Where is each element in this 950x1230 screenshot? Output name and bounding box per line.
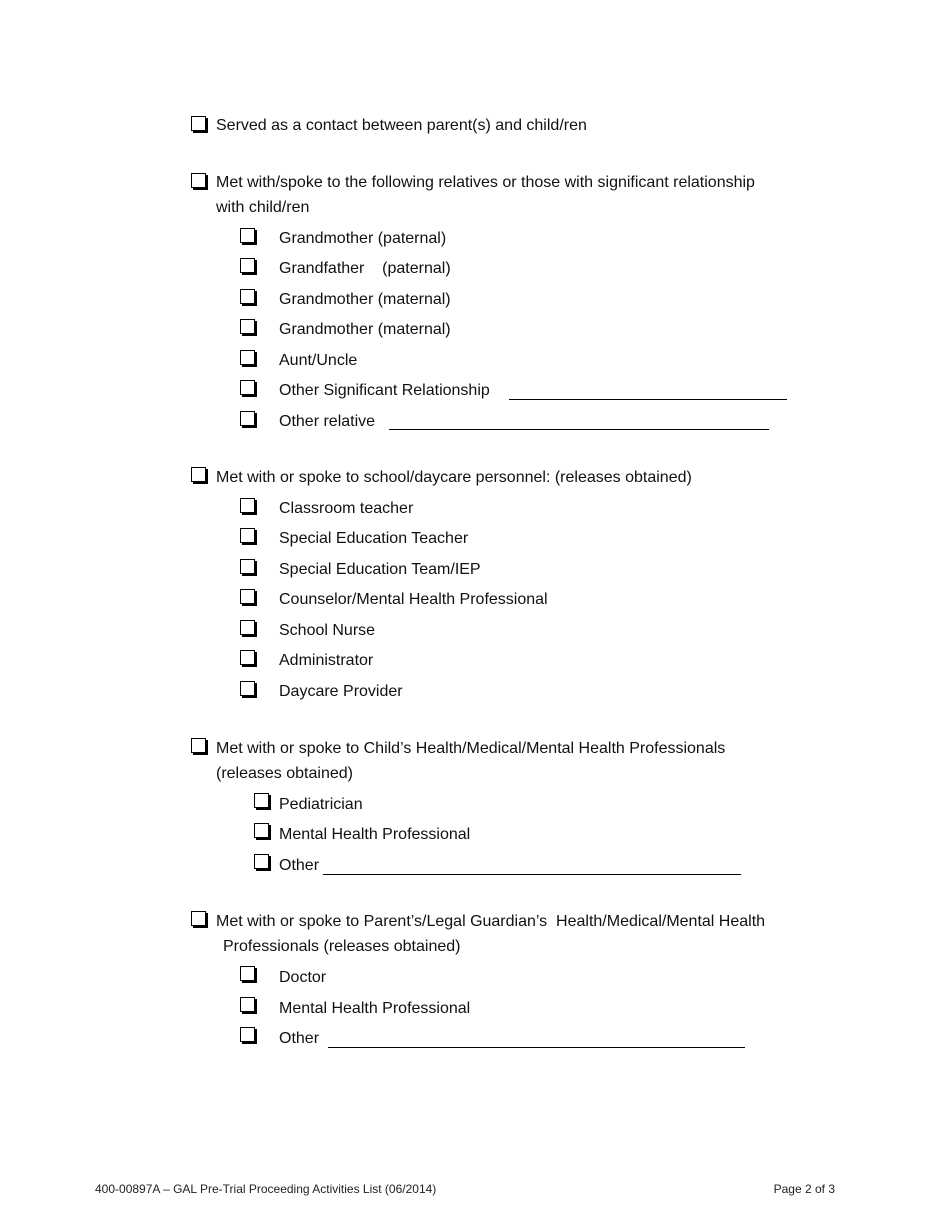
checkbox-child-mental-health-professional[interactable] [254,823,269,838]
grandmother-maternal-label-1: Grandmother (maternal) [279,291,451,308]
met-school-personnel-label: Met with or spoke to school/daycare personnel: (releases obtained) [216,469,692,486]
met-child-health-label-line2: (releases obtained) [216,765,353,782]
checkbox-parent-other[interactable] [240,1027,255,1042]
checkbox-other-significant-relationship[interactable] [240,380,255,395]
special-education-teacher-label: Special Education Teacher [279,530,469,547]
checkbox-school-nurse[interactable] [240,620,255,635]
checkbox-other-relative[interactable] [240,411,255,426]
checkbox-grandmother-maternal-1[interactable] [240,289,255,304]
parent-mental-health-professional-label: Mental Health Professional [279,1000,471,1017]
checkbox-pediatrician[interactable] [254,793,269,808]
other-relative-label: Other relative [279,413,376,430]
classroom-teacher-label: Classroom teacher [279,500,414,517]
met-parent-health-label-line2: Professionals (releases obtained) [223,938,461,955]
checkbox-parent-mental-health-professional[interactable] [240,997,255,1012]
other-relative-blank[interactable] [389,415,769,430]
other-significant-relationship-label: Other Significant Relationship [279,382,490,399]
checkbox-administrator[interactable] [240,650,255,665]
other-significant-relationship-blank[interactable] [509,385,787,400]
grandmother-maternal-label-2: Grandmother (maternal) [279,321,451,338]
served-as-contact-label: Served as a contact between parent(s) and child/ren [216,117,587,134]
checkbox-classroom-teacher[interactable] [240,498,255,513]
checkbox-met-child-health-professionals[interactable] [191,738,206,753]
checkbox-special-education-teacher[interactable] [240,528,255,543]
met-child-health-label-line1: Met with or spoke to Child’s Health/Medical/Mental Health Professionals [216,740,726,757]
child-other-label: Other [279,857,320,874]
child-other-blank[interactable] [323,860,741,875]
checkbox-aunt-uncle[interactable] [240,350,255,365]
footer-page-number: Page 2 of 3 [773,1182,835,1196]
footer-form-id: 400-00897A – GAL Pre-Trial Proceeding Activities List (06/2014) [95,1182,437,1196]
pediatrician-label: Pediatrician [279,796,363,813]
school-nurse-label: School Nurse [279,622,376,639]
child-mental-health-professional-label: Mental Health Professional [279,826,471,843]
checkbox-met-school-personnel[interactable] [191,467,206,482]
counselor-label: Counselor/Mental Health Professional [279,591,548,608]
checkbox-special-education-team[interactable] [240,559,255,574]
parent-other-blank[interactable] [328,1033,745,1048]
met-relatives-label-line2: with child/ren [216,199,310,216]
daycare-provider-label: Daycare Provider [279,683,403,700]
checkbox-doctor[interactable] [240,966,255,981]
aunt-uncle-label: Aunt/Uncle [279,352,358,369]
grandfather-paternal-label: Grandfather (paternal) [279,260,451,277]
met-relatives-label-line1: Met with/spoke to the following relatives or those with significant relationship [216,174,755,191]
checkbox-counselor[interactable] [240,589,255,604]
parent-other-label: Other [279,1030,320,1047]
checkbox-daycare-provider[interactable] [240,681,255,696]
checkbox-grandmother-maternal-2[interactable] [240,319,255,334]
special-education-team-label: Special Education Team/IEP [279,561,481,578]
doctor-label: Doctor [279,969,327,986]
checkbox-child-other[interactable] [254,854,269,869]
met-parent-health-label-line1: Met with or spoke to Parent’s/Legal Guardian’s Health/Medical/Mental Health [216,913,766,930]
administrator-label: Administrator [279,652,374,669]
checkbox-served-as-contact[interactable] [191,116,206,131]
checkbox-grandmother-paternal[interactable] [240,228,255,243]
checkbox-met-parent-health-professionals[interactable] [191,911,206,926]
checkbox-grandfather-paternal[interactable] [240,258,255,273]
checkbox-met-relatives[interactable] [191,173,206,188]
grandmother-paternal-label: Grandmother (paternal) [279,230,447,247]
